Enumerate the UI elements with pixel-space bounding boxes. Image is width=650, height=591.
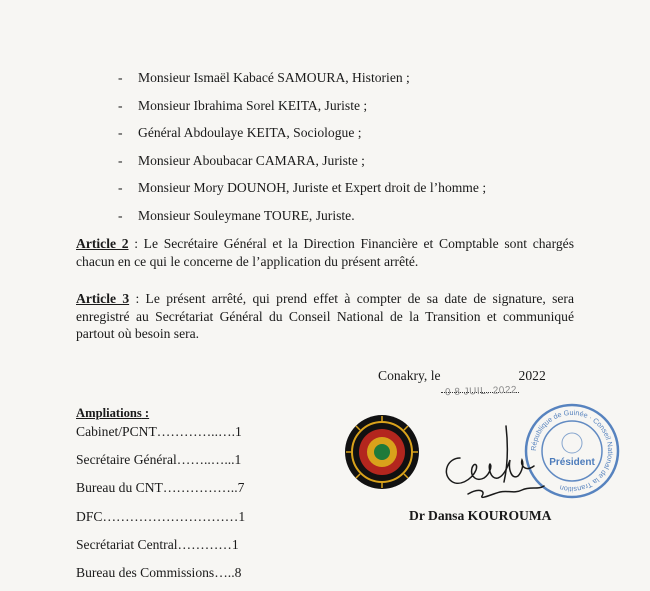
seal-ring-text: République de Guinée · Conseil National de la Transition (528, 407, 616, 495)
list-item (118, 68, 486, 96)
list-dash: - (118, 97, 123, 113)
signatory-name: Dr Dansa KOUROUMA (409, 508, 552, 523)
article-2-label: Article 2 (76, 236, 129, 251)
article-2-text: : Le Secrétaire Général et la Direction Financière et Comptable sont chargés chacun en ce qui le concerne de l’application du présent arrêté. (76, 236, 574, 269)
list-item (118, 123, 486, 151)
list-item (118, 151, 486, 179)
article-3-text: : Le présent arrêté, qui prend effet à compter de sa date de signature, sera enregistré au Secrétariat Général du Conseil National de la Transition et communiqué partout où besoin sera. (76, 291, 574, 342)
article-3-paragraph (76, 290, 574, 343)
seal-center-text: Président (549, 457, 595, 468)
place-and-date (378, 368, 546, 399)
member-text: Monsieur Ibrahima Sorel KEITA, Juriste ; (138, 97, 368, 113)
list-item: Secrétaire Général……..…...1 (76, 452, 242, 468)
list-item (118, 206, 486, 234)
list-dash: - (118, 125, 123, 140)
ampliations-title: Ampliations : (76, 406, 150, 420)
member-text: Monsieur Mory DOUNOH, Juriste et Expert droit de l’homme ; (138, 180, 487, 195)
handwritten-signature (438, 420, 558, 504)
member-text: Monsieur Ismaël Kabacé SAMOURA, Historien ; (138, 70, 410, 85)
member-text: Monsieur Souleymane TOURE, Juriste. (138, 207, 355, 223)
ampliations-list (76, 422, 266, 591)
member-list (118, 68, 486, 233)
list-dash: - (118, 207, 123, 223)
member-text: Monsieur Aboubacar CAMARA, Juriste ; (138, 152, 365, 168)
list-item: Cabinet/PCNT…………..….1 (76, 424, 242, 439)
member-text: Général Abdoulaye KEITA, Sociologue ; (138, 125, 362, 140)
list-item: Bureau des Commissions…..8 (76, 564, 242, 580)
list-dash: - (118, 180, 123, 195)
list-item: Secrétariat Central…………1 (76, 536, 239, 552)
article-2-paragraph (76, 235, 574, 270)
list-item: DFC…………………………1 (76, 508, 246, 524)
place-text: Conakry, le (378, 368, 441, 383)
cnt-emblem-logo (344, 414, 420, 490)
article-3-label: Article 3 (76, 291, 130, 306)
list-item: Bureau du CNT……………..7 (76, 480, 245, 496)
list-dash: - (118, 152, 123, 168)
list-dash: - (118, 70, 123, 85)
list-item (118, 96, 486, 124)
year-text: 2022 (518, 368, 546, 383)
list-item (118, 178, 486, 206)
stamped-date: 0 8 JUIL. 2022 (444, 384, 517, 399)
